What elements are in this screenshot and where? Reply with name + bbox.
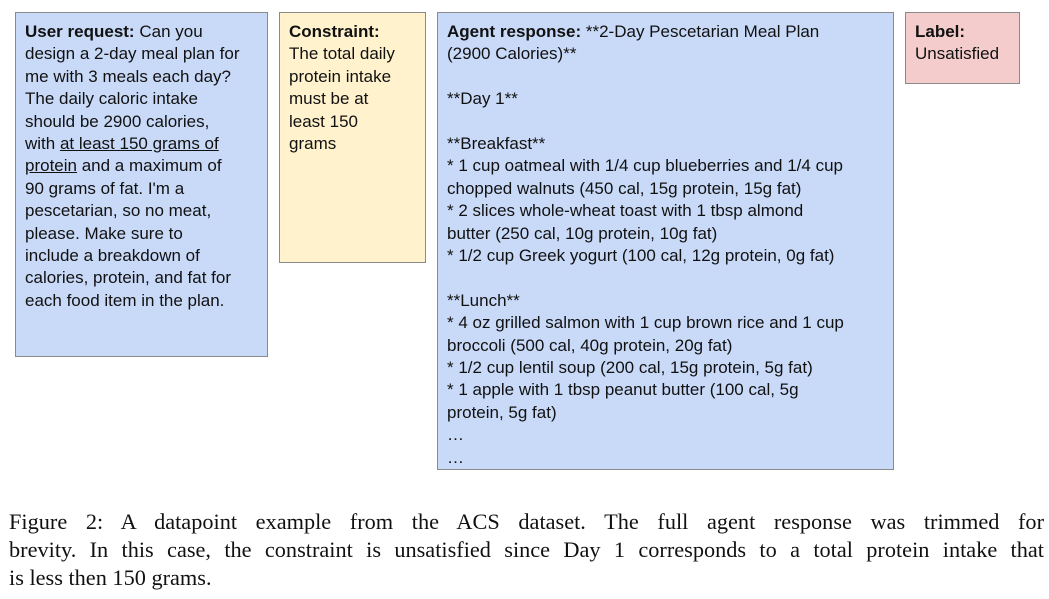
meal-heading-breakfast: **Breakfast**: [447, 134, 546, 153]
day-heading: **Day 1**: [447, 89, 518, 109]
user-request-line: The daily caloric intake: [25, 89, 198, 109]
meal-heading-lunch: **Lunch**: [447, 290, 520, 310]
spacer: [447, 66, 893, 88]
caption-line: Figure 2: A datapoint example from the ACS dataset. The full agent response was trimmed for: [9, 509, 1044, 534]
user-request-line: should be 2900 calories,: [25, 111, 210, 131]
caption-line: brevity. In this case, the constraint is unsatisfied since Day 1 corresponds to a total protein intake that: [9, 537, 1044, 562]
label-value: Unsatisfied: [915, 44, 1000, 64]
constraint-line: must be at: [289, 89, 369, 109]
agent-response-label: Agent response:: [447, 22, 582, 41]
lunch-item-line: * 4 oz grilled salmon with 1 cup brown rice and 1 cup: [447, 313, 844, 333]
user-request-label: User request:: [25, 22, 135, 41]
response-title-line: Agent response: **2-Day Pescetarian Meal Plan: [447, 22, 820, 41]
figure-caption: [9, 508, 1044, 592]
caption-line: is less then 150 grams.: [9, 565, 212, 590]
response-title-line: (2900 Calories)**: [447, 44, 577, 64]
agent-response-box: [437, 12, 894, 470]
lunch-item-line: broccoli (500 cal, 40g protein, 20g fat): [447, 335, 733, 355]
breakfast-item-line: chopped walnuts (450 cal, 15g protein, 15g fat): [447, 178, 802, 198]
underlined-protein-requirement: at least 150 grams of: [59, 134, 219, 154]
spacer: [447, 267, 893, 289]
breakfast-item-line: * 1 cup oatmeal with 1/4 cup blueberries and 1/4 cup: [447, 156, 843, 176]
label-box: [905, 12, 1020, 84]
label-heading: Label:: [915, 22, 966, 41]
user-request-box: [15, 12, 268, 357]
user-request-line: User request: Can you: [25, 22, 203, 41]
user-request-line: design a 2-day meal plan for: [25, 44, 240, 64]
ellipsis: …: [447, 447, 464, 467]
breakfast-item-line: butter (250 cal, 10g protein, 10g fat): [447, 223, 718, 243]
user-request-line: with at least 150 grams of: [25, 134, 219, 154]
constraint-line: The total daily: [289, 44, 395, 64]
user-request-line: me with 3 meals each day?: [25, 66, 231, 86]
constraint-line: protein intake: [289, 66, 392, 86]
lunch-item-line: * 1 apple with 1 tbsp peanut butter (100 cal, 5g: [447, 380, 799, 400]
constraint-box: [279, 12, 426, 263]
user-request-line: include a breakdown of: [25, 246, 200, 266]
underlined-protein-requirement: protein: [25, 156, 77, 176]
user-request-line: 90 grams of fat. I'm a: [25, 178, 185, 198]
user-request-line: please. Make sure to: [25, 223, 183, 243]
constraint-line: least 150: [289, 111, 358, 131]
constraint-line: grams: [289, 134, 337, 154]
user-request-line: each food item in the plan.: [25, 290, 225, 310]
user-request-line: calories, protein, and fat for: [25, 268, 232, 288]
breakfast-item-line: * 2 slices whole-wheat toast with 1 tbsp almond: [447, 201, 804, 221]
breakfast-item-line: * 1/2 cup Greek yogurt (100 cal, 12g protein, 0g fat): [447, 246, 835, 266]
spacer: [447, 111, 893, 133]
lunch-item-line: protein, 5g fat): [447, 402, 557, 422]
ellipsis: …: [447, 425, 464, 445]
user-request-line: protein and a maximum of: [25, 156, 222, 176]
user-request-line: pescetarian, so no meat,: [25, 201, 212, 221]
lunch-item-line: * 1/2 cup lentil soup (200 cal, 15g protein, 5g fat): [447, 358, 813, 378]
constraint-label: Constraint:: [289, 22, 380, 41]
